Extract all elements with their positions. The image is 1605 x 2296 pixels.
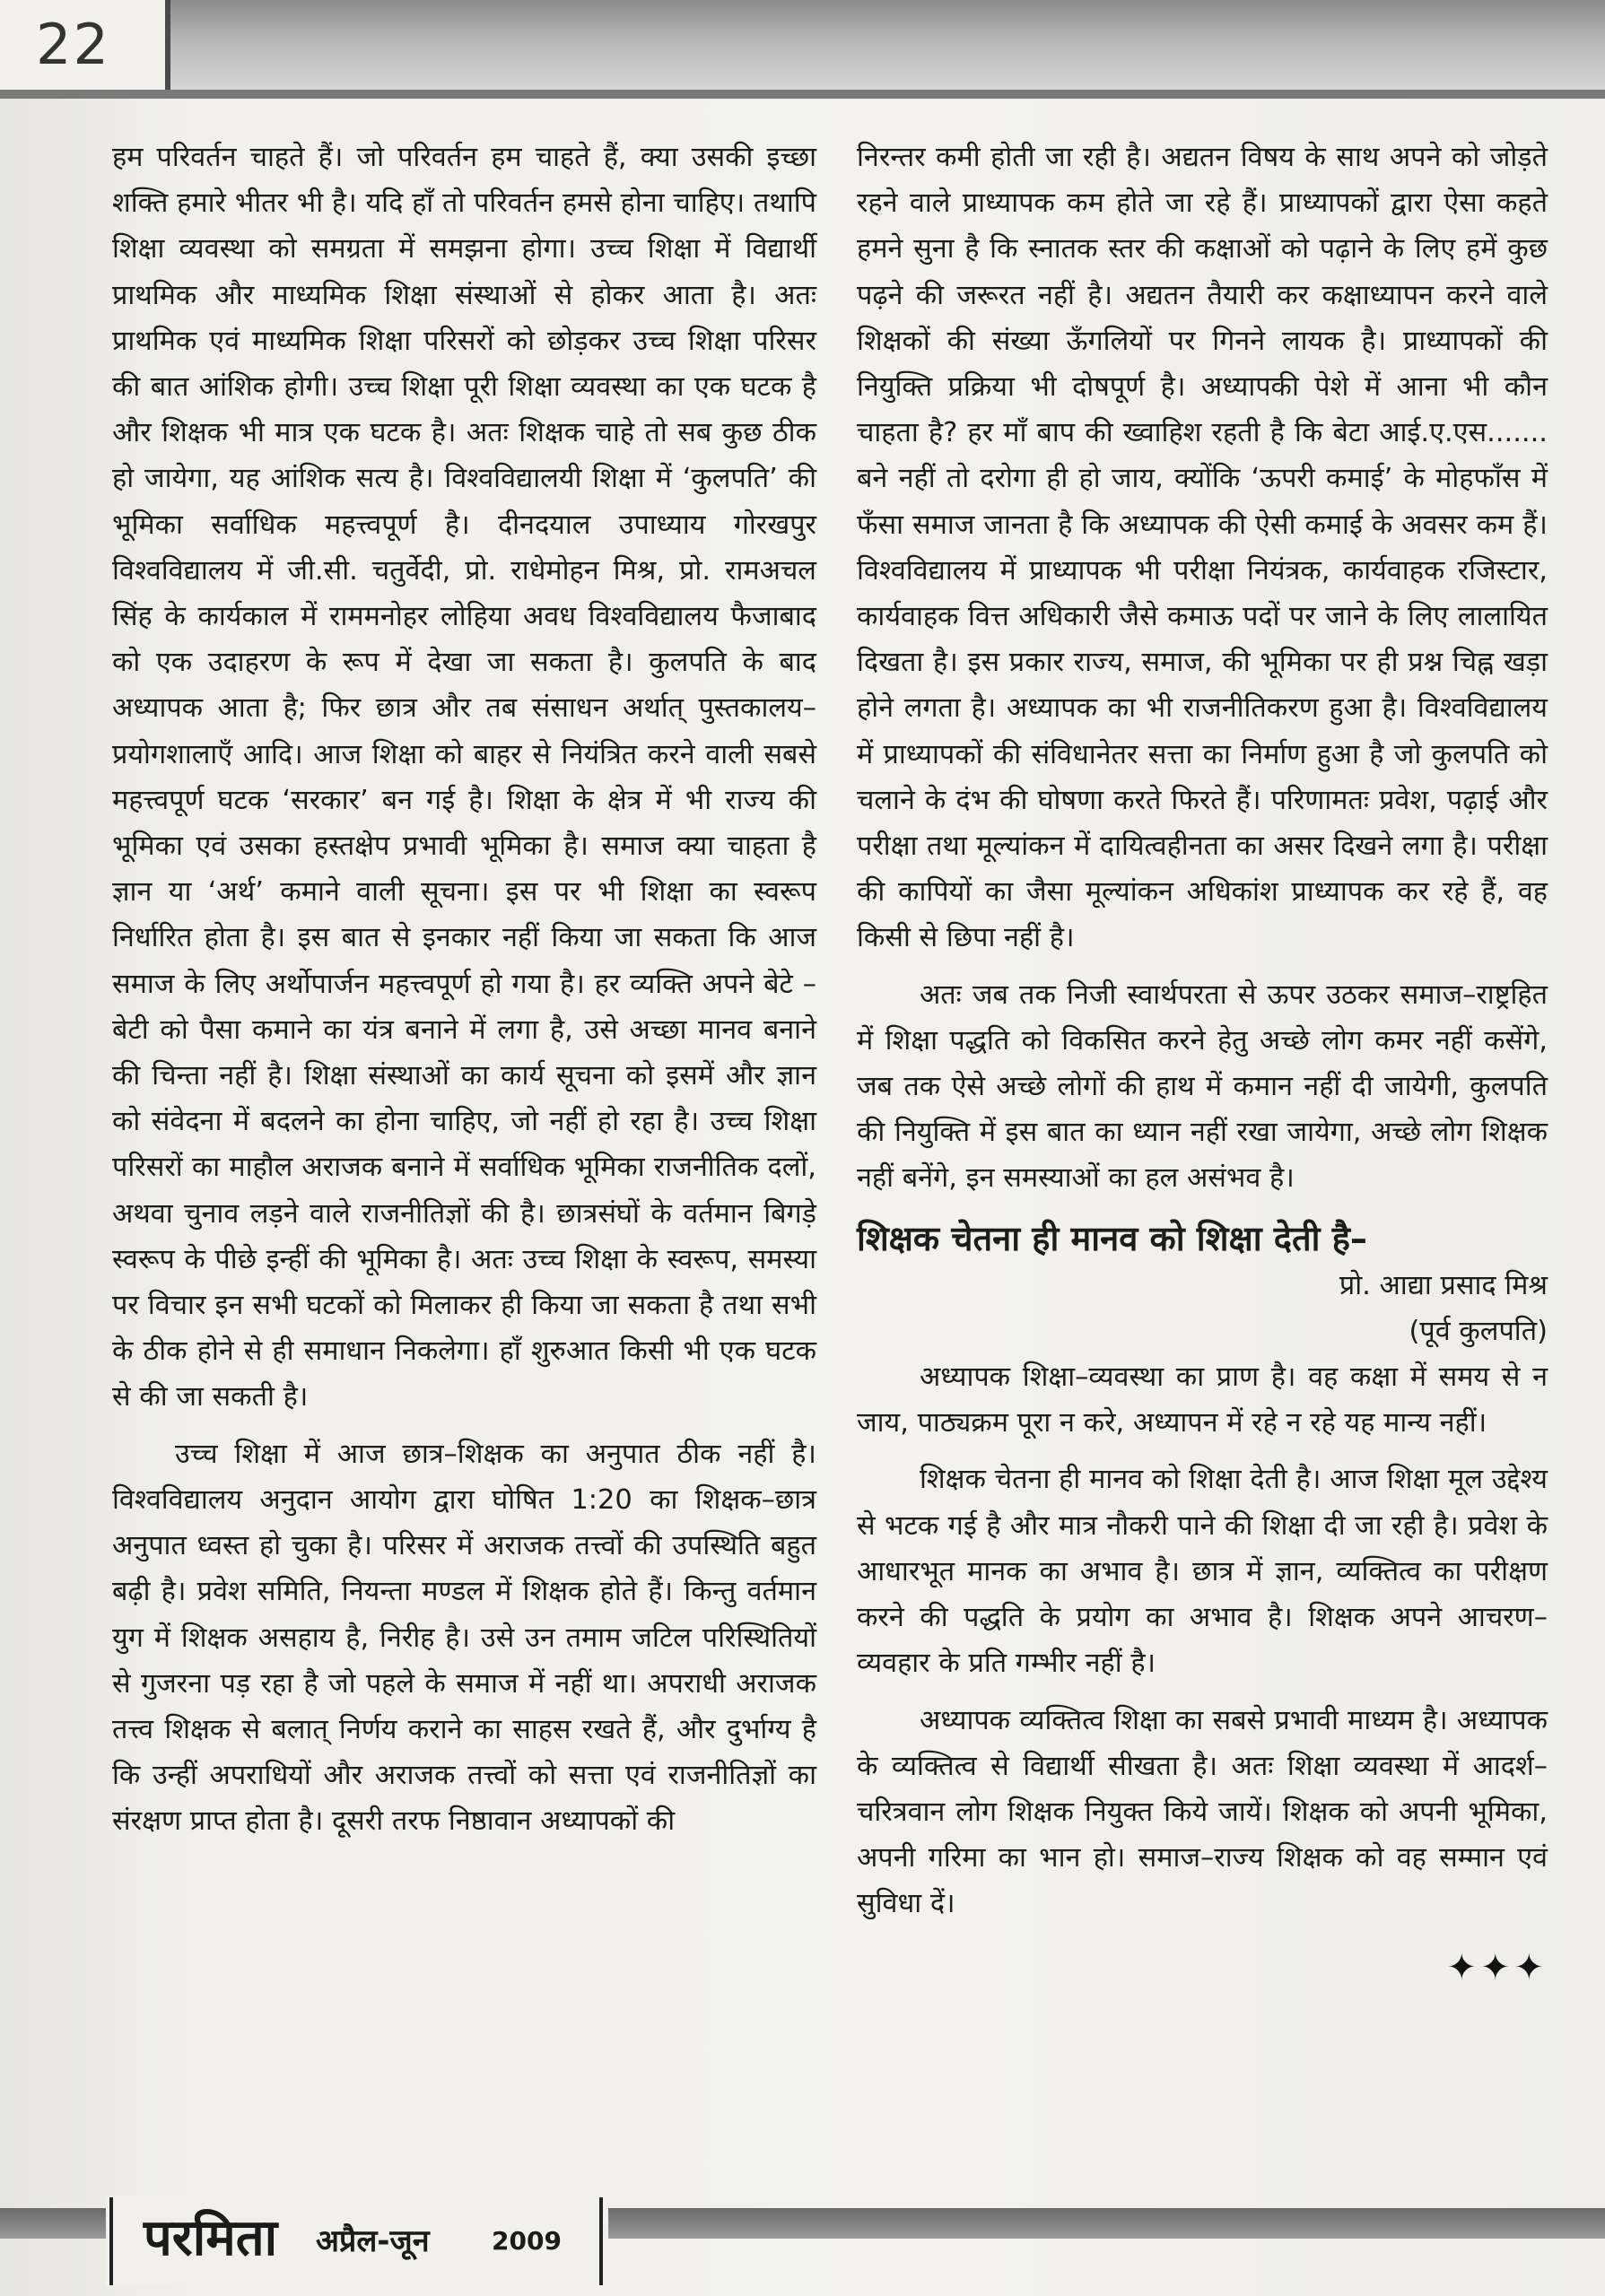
right-column [857,135,1548,1992]
header-gray-strip [170,0,1605,90]
footer [0,2188,1605,2296]
author-name: प्रो. आद्या प्रसाद मिश्र [1339,1269,1548,1301]
author-title: (पूर्व कुलपति) [1409,1315,1548,1347]
left-column [112,135,816,1845]
footer-right-divider [599,2197,603,2285]
end-mark-icon: ✦✦✦ [1446,1946,1548,1988]
left-paragraph-1: हम परिवर्तन चाहते हैं। जो परिवर्तन हम चाहते हैं, क्या उसकी इच्छा शक्ति हमारे भीतर भी है। यदि हाँ तो परिवर्तन हमसे होना चाहिए। तथापि शिक्षा व्यवस्था को समग्रता में समझना होगा। उच्च शिक्षा में विद्यार्थी प्राथमिक और माध्यमिक शिक्षा संस्थाओं से होकर आता है। अतः प्राथमिक एवं माध्यमिक शिक्षा परिसरों को छोड़कर उच्च शिक्षा परिसर की बात आंशिक होगी। उच्च शिक्षा पूरी शिक्षा व्यवस्था का एक घटक है और शिक्षक भी मात्र एक घटक है। अतः शिक्षक चाहे तो सब कुछ ठीक हो जायेगा, यह आंशिक सत्य है। विश्वविद्यालयी शिक्षा में ‘कुलपति’ की भूमिका सर्वाधिक महत्त्वपूर्ण है। दीनदयाल उपाध्याय गोरखपुर विश्वविद्यालय में जी.सी. चतुर्वेदी, प्रो. राधेमोहन मिश्र, प्रो. रामअचल सिंह के कार्यकाल में राममनोहर लोहिया अवध विश्वविद्यालय फैजाबाद को एक उदाहरण के रूप में देखा जा सकता है। कुलपति के बाद अध्यापक आता है; फिर छात्र और तब संसाधन अर्थात् पुस्तकालय–प्रयोगशालाएँ आदि। आज शिक्षा को बाहर से नियंत्रित करने वाली सबसे महत्त्वपूर्ण घटक ‘सरकार’ बन गई है। शिक्षा के क्षेत्र में भी राज्य की भूमिका एवं उसका हस्तक्षेप प्रभावी भूमिका है। समाज क्या चाहता है ज्ञान या ‘अर्थ’ कमाने वाली सूचना। इस पर भी शिक्षा का स्वरूप निर्धारित होता है। इस बात से इनकार नहीं किया जा सकता कि आज समाज के लिए अर्थोपार्जन महत्त्वपूर्ण हो गया है। हर व्यक्ति अपने बेटे –बेटी को पैसा कमाने का यंत्र बनाने में लगा है, उसे अच्छा मानव बनाने की चिन्ता नहीं है। शिक्षा संस्थाओं का कार्य सूचना को इसमें और ज्ञान को संवेदना में बदलने का होना चाहिए, जो नहीं हो रहा है। उच्च शिक्षा परिसरों का माहौल अराजक बनाने में सर्वाधिक भूमिका राजनीतिक दलों, अथवा चुनाव लड़ने वाले राजनीतिज्ञों की है। छात्रसंघों के वर्तमान बिगड़े स्वरूप के पीछे इन्हीं की भूमिका है। अतः उच्च शिक्षा के स्वरूप, समस्या पर विचार इन सभी घटकों को मिलाकर ही किया जा सकता है तथा सभी के ठीक होने से ही समाधान निकलेगा। हाँ शुरुआत किसी भी एक घटक से की जा सकती है। [112,142,816,1413]
left-paragraph-2: उच्च शिक्षा में आज छात्र–शिक्षक का अनुपात ठीक नहीं है। विश्वविद्यालय अनुदान आयोग द्वारा घोषित 1:20 का शिक्षक–छात्र अनुपात ध्वस्त हो चुका है। परिसर में अराजक तत्त्वों की उपस्थिति बहुत बढ़ी है। प्रवेश समिति, नियन्ता मण्डल में शिक्षक होते हैं। किन्तु वर्तमान युग में शिक्षक असहाय है, निरीह है। उसे उन तमाम जटिल परिस्थितियों से गुजरना पड़ रहा है जो पहले के समाज में नहीं था। अपराधी अराजक तत्त्व शिक्षक से बलात् निर्णय कराने का साहस रखते हैं, और दुर्भाग्य है कि उन्हीं अपराधियों और अराजक तत्त्वों को सत्ता एवं राजनीतिज्ञों का संरक्षण प्राप्त होता है। दूसरी तरफ निष्ठावान अध्यापकों की [112,1438,816,1838]
issue-year: 2009 [492,2226,562,2256]
right-paragraph-3: अध्यापक शिक्षा–व्यवस्था का प्राण है। वह कक्षा में समय से न जाय, पाठ्यक्रम पूरा न करे, अध्यापन में रहे न रहे यह मान्य नहीं। [857,1361,1548,1439]
issue-months: अप्रैल-जून [316,2223,430,2259]
right-paragraph-1: निरन्तर कमी होती जा रही है। अद्यतन विषय के साथ अपने को जोड़ते रहने वाले प्राध्यापक कम होते जा रहे हैं। प्राध्यापकों द्वारा ऐसा कहते हमने सुना है कि स्नातक स्तर की कक्षाओं को पढ़ाने के लिए हमें कुछ पढ़ने की जरूरत नहीं है। अद्यतन तैयारी कर कक्षाध्यापन करने वाले शिक्षकों की संख्या ऊँगलियों पर गिनने लायक है। प्राध्यापकों की नियुक्ति प्रक्रिया भी दोषपूर्ण है। अध्यापकी पेशे में आना भी कौन चाहता है? हर माँ बाप की ख्वाहिश रहती है कि बेटा आई.ए.एस....... बने नहीं तो दरोगा ही हो जाय, क्योंकि ‘ऊपरी कमाई’ के मोहफाँस में फँसा समाज जानता है कि अध्यापक की ऐसी कमाई के अवसर कम हैं। विश्वविद्यालय में प्राध्यापक भी परीक्षा नियंत्रक, कार्यवाहक रजिस्टार, कार्यवाहक वित्त अधिकारी जैसे कमाऊ पदों पर जाने के लिए लालायित दिखता है। इस प्रकार राज्य, समाज, की भूमिका पर ही प्रश्न चिह्न खड़ा होने लगता है। अध्यापक का भी राजनीतिकरण हुआ है। विश्वविद्यालय में प्राध्यापकों की संविधानेतर सत्ता का निर्माण हुआ है जो कुलपति को चलाने के दंभ की घोषणा करते फिरते हैं। परिणामतः प्रवेश, पढ़ाई और परीक्षा तथा मूल्यांकन में दायित्वहीनता का असर दिखने लगा है। परीक्षा की कापियों का जैसा मूल्यांकन अधिकांश प्राध्यापक कर रहे हैं, वह किसी से छिपा नहीं है। [857,142,1548,954]
right-paragraph-2: अतः जब तक निजी स्वार्थपरता से ऊपर उठकर समाज–राष्ट्रहित में शिक्षा पद्धति को विकसित करने हेतु अच्छे लोग कमर नहीं कसेंगे, जब तक ऐसे अच्छे लोगों की हाथ में कमान नहीं दी जायेगी, कुलपति की नियुक्ति में इस बात का ध्यान नहीं रखा जायेगा, अच्छे लोग शिक्षक नहीं बनेंगे, इन समस्याओं का हल असंभव है। [857,978,1548,1195]
header-edge-line [0,90,1605,99]
header-band [0,0,1605,99]
right-paragraph-4: शिक्षक चेतना ही मानव को शिक्षा देती है। आज शिक्षा मूल उद्देश्य से भटक गई है और मात्र नौकरी पाने की शिक्षा दी जा रही है। प्रवेश के आधारभूत मानक का अभाव है। छात्र में ज्ञान, व्यक्तित्व का परीक्षण करने की पद्धति के प्रयोग का अभाव है। शिक्षक अपने आचरण–व्यवहार के प्रति गम्भीर नहीं है। [857,1464,1548,1680]
magazine-name: परमिता [144,2208,278,2267]
footer-left-divider [109,2197,113,2285]
section-heading: शिक्षक चेतना ही मानव को शिक्षा देती है– [857,1218,1367,1258]
page-number: 22 [0,0,170,90]
right-paragraph-5: अध्यापक व्यक्तित्व शिक्षा का सबसे प्रभावी माध्यम है। अध्यापक के व्यक्तित्व से विद्यार्थी सीखता है। अतः शिक्षा व्यवस्था में आदर्श–चरित्रवान लोग शिक्षक नियुक्त किये जायें। शिक्षक को अपनी भूमिका, अपनी गरिमा का भान हो। समाज–राज्य शिक्षक को वह सम्मान एवं सुविधा दें। [857,1704,1548,1920]
